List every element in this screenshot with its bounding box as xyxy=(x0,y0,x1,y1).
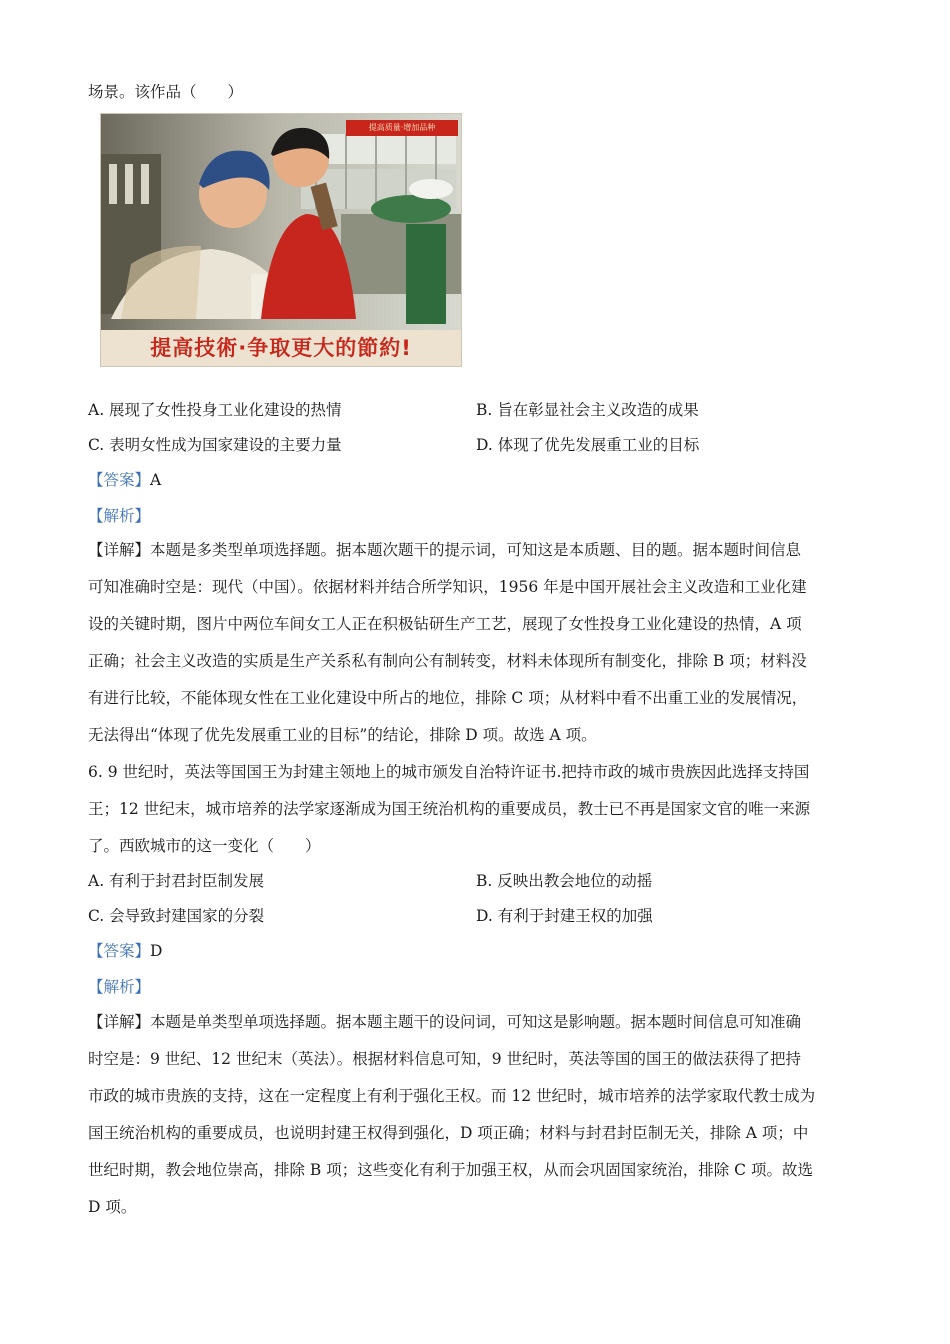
q5-stem-tail: 场景。该作品（ ） xyxy=(88,83,244,101)
detail-text: 本题是多类型单项选择题。据本题次题干的提示词，可知这是本质题、目的题。据本题时间信息 xyxy=(150,541,802,559)
analysis-tag: 【解析】 xyxy=(88,978,151,996)
detail-tag: 【详解】 xyxy=(88,1013,151,1031)
q5-detail-line: 设的关键时期，图片中两位车间女工人正在积极钻研生产工艺，展现了女性投身工业化建设的热情，A 项 xyxy=(88,615,802,633)
detail-tag: 【详解】 xyxy=(88,541,151,559)
q6-option-c: C. 会导致封建国家的分裂 xyxy=(88,907,265,925)
answer-tag: 【答案】 xyxy=(88,471,151,489)
q5-answer xyxy=(88,470,161,490)
q5-detail-line xyxy=(88,540,801,560)
answer-value: A xyxy=(150,471,162,489)
q5-option-d: D. 体现了优先发展重工业的目标 xyxy=(476,436,700,454)
q5-analysis-heading xyxy=(88,506,150,526)
q5-detail-line: 正确；社会主义改造的实质是生产关系私有制向公有制转变，材料未体现所有制变化，排除 B 项；材料没 xyxy=(88,652,807,670)
q5-detail-line: 无法得出“体现了优先发展重工业的目标”的结论，排除 D 项。故选 A 项。 xyxy=(88,726,597,744)
q6-detail-line: D 项。 xyxy=(88,1198,137,1216)
answer-value: D xyxy=(150,942,163,960)
q5-detail-line: 有进行比较，不能体现女性在工业化建设中所占的地位，排除 C 项；从材料中看不出重工业的发展情况， xyxy=(88,689,808,707)
q6-detail-line: 时空是：9 世纪、12 世纪末（英法）。根据材料信息可知，9 世纪时，英法等国的国王的做法获得了把持 xyxy=(88,1050,801,1068)
answer-tag: 【答案】 xyxy=(88,942,151,960)
analysis-tag: 【解析】 xyxy=(88,507,151,525)
propaganda-poster-image xyxy=(100,113,462,367)
q6-stem-line: 6. 9 世纪时，英法等国国王为封建主领地上的城市颁发自治特许证书.把持市政的城市贵族因此选择支持国 xyxy=(88,763,810,781)
q6-option-b: B. 反映出教会地位的动摇 xyxy=(476,872,653,890)
poster-banner: 提高质量·增加品种 xyxy=(346,120,458,136)
q5-option-a: A. 展现了女性投身工业化建设的热情 xyxy=(88,401,342,419)
poster-caption: 提高技術·争取更大的節約! xyxy=(101,330,461,366)
detail-text: 本题是单类型单项选择题。据本题主题干的设问词，可知这是影响题。据本题时间信息可知准确 xyxy=(150,1013,802,1031)
q6-analysis-heading xyxy=(88,977,150,997)
q6-option-d: D. 有利于封建王权的加强 xyxy=(476,907,653,925)
q6-stem-line: 了。西欧城市的这一变化（ ） xyxy=(88,837,321,855)
q6-detail-line: 国王统治机构的重要成员，也说明封建王权得到强化，D 项正确；材料与封君封臣制无关，排除 A 项；中 xyxy=(88,1124,809,1142)
q6-answer xyxy=(88,941,162,961)
q6-stem-line: 王；12 世纪末，城市培养的法学家逐渐成为国王统治机构的重要成员，教士已不再是国家文官的唯一来源 xyxy=(88,800,811,818)
q6-detail-line: 市政的城市贵族的支持，这在一定程度上有利于强化王权。而 12 世纪时，城市培养的法学家取代教士成为 xyxy=(88,1087,816,1105)
q5-detail-line: 可知准确时空是：现代（中国）。依据材料并结合所学知识，1956 年是中国开展社会主义改造和工业化建 xyxy=(88,578,807,596)
q6-option-a: A. 有利于封君封臣制发展 xyxy=(88,872,265,890)
q5-option-c: C. 表明女性成为国家建设的主要力量 xyxy=(88,436,342,454)
q6-detail-line xyxy=(88,1012,801,1032)
q5-option-b: B. 旨在彰显社会主义改造的成果 xyxy=(476,401,699,419)
q6-detail-line: 世纪时期，教会地位崇高，排除 B 项；这些变化有利于加强王权，从而会巩固国家统治，排除 C 项。故选 xyxy=(88,1161,813,1179)
